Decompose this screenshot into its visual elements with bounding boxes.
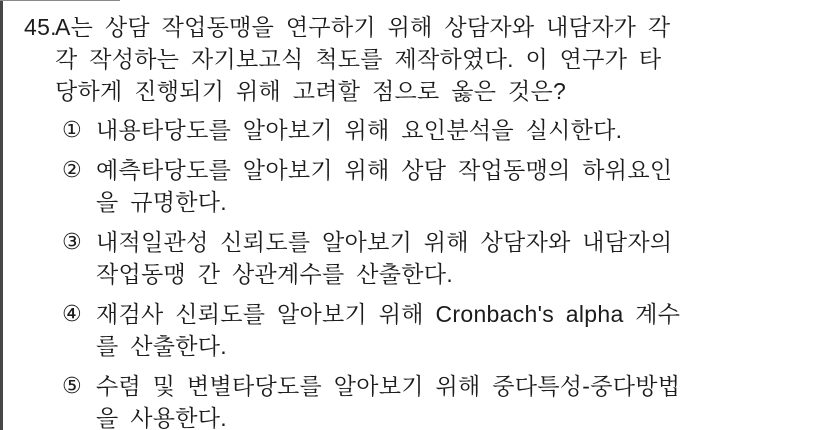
top-rule-fragment xyxy=(0,0,120,1)
option-5-marker: ⑤ xyxy=(62,373,83,398)
option-line: 수렴 및 변별타당도를 알아보기 위해 중다특성-중다방법 xyxy=(96,373,681,399)
answer-option-1 xyxy=(62,114,820,146)
question-text xyxy=(55,11,670,107)
question-line: A는 상담 작업동맹을 연구하기 위해 상담자와 내담자가 각 xyxy=(55,14,671,40)
option-line: 재검사 신뢰도를 알아보기 위해 Cronbach's alpha 계수 xyxy=(96,301,681,327)
question-line: 각 작성하는 자기보고식 척도를 제작하였다. 이 연구가 타 xyxy=(55,46,662,72)
option-line: 을 사용한다. xyxy=(96,405,227,430)
question-content xyxy=(24,11,820,430)
option-line: 작업동맹 간 상관계수를 산출한다. xyxy=(96,261,454,287)
question-block xyxy=(24,11,820,107)
answer-option-5 xyxy=(62,370,820,430)
option-line: 내용타당도를 알아보기 위해 요인분석을 실시한다. xyxy=(96,117,623,143)
option-4-text xyxy=(96,298,680,362)
option-2-text xyxy=(96,154,672,218)
option-1-text xyxy=(96,114,622,146)
answer-option-3 xyxy=(62,226,820,290)
question-number: 45. xyxy=(24,14,57,40)
option-5-text xyxy=(96,370,680,430)
option-2-marker: ② xyxy=(62,157,83,182)
column-divider-line xyxy=(0,0,3,430)
option-3-text xyxy=(96,226,672,290)
question-line: 당하게 진행되기 위해 고려할 점으로 옳은 것은? xyxy=(55,78,567,104)
answer-option-2 xyxy=(62,154,820,218)
option-1-marker: ① xyxy=(62,117,83,142)
option-4-marker: ④ xyxy=(62,301,83,326)
option-line: 를 산출한다. xyxy=(96,333,227,359)
option-line: 내적일관성 신뢰도를 알아보기 위해 상담자와 내담자의 xyxy=(96,229,673,255)
option-line: 예측타당도를 알아보기 위해 상담 작업동맹의 하위요인 xyxy=(96,157,673,183)
option-line: 을 규명한다. xyxy=(96,189,227,215)
option-3-marker: ③ xyxy=(62,229,83,254)
answer-option-4 xyxy=(62,298,820,362)
